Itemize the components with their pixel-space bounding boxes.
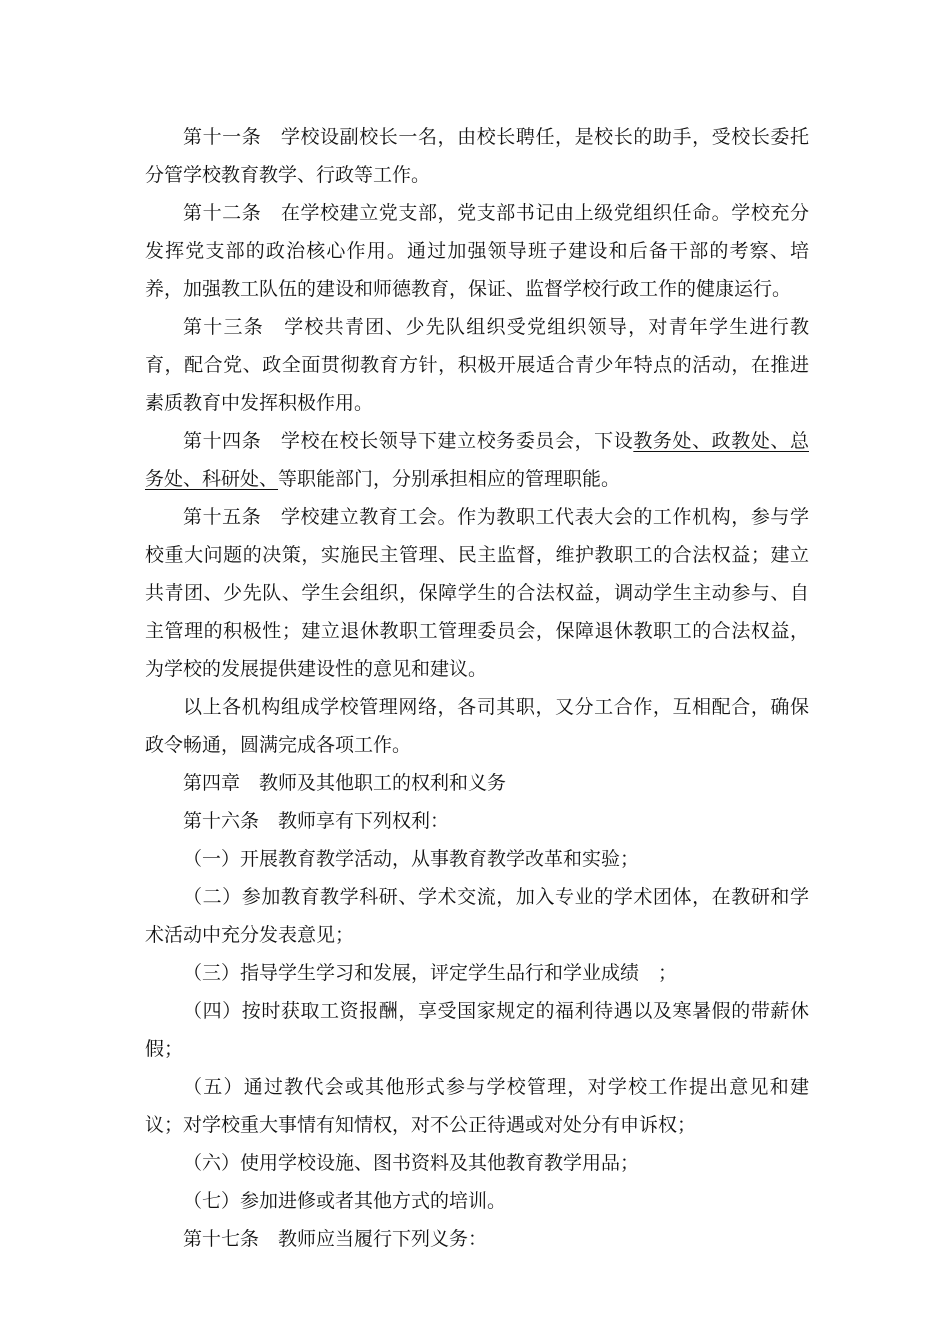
- article-17-paragraph: 第十七条 教师应当履行下列义务：: [183, 1228, 488, 1250]
- right-item-1: （一）开展教育教学活动，从事教育教学改革和实验；: [183, 848, 640, 870]
- right-item-4: （四）按时获取工资报酬，享受国家规定的福利待遇以及寒暑假的带薪休假；: [145, 1000, 809, 1060]
- right-item-7: （七）参加进修或者其他方式的培训。: [183, 1190, 507, 1212]
- article-11-paragraph: 第十一条 学校设副校长一名，由校长聘任，是校长的助手，受校长委托分管学校教育教学、行政等工作。: [145, 126, 809, 186]
- right-item-2: （二）参加教育教学科研、学术交流，加入专业的学术团体，在教研和学术活动中充分发表意见；: [145, 886, 809, 946]
- article-14-text-before: 第十四条 学校在校长领导下建立校务委员会，下设: [183, 430, 634, 452]
- article-12-paragraph: 第十二条 在学校建立党支部，党支部书记由上级党组织任命。学校充分发挥党支部的政治核心作用。通过加强领导班子建设和后备干部的考察、培养，加强教工队伍的建设和师德教育，保证、监督学校行政工作的健康运行。: [145, 202, 809, 300]
- article-14-paragraph: [145, 422, 809, 498]
- document-page: [145, 118, 809, 1258]
- article-16-paragraph: 第十六条 教师享有下列权利：: [183, 810, 450, 832]
- right-item-3: （三）指导学生学习和发展，评定学生品行和学业成绩 ；: [183, 962, 678, 984]
- right-item-5: （五）通过教代会或其他形式参与学校管理，对学校工作提出意见和建议；对学校重大事情有知情权，对不公正待遇或对处分有申诉权；: [145, 1076, 809, 1136]
- summary-paragraph: 以上各机构组成学校管理网络，各司其职，又分工合作，互相配合，确保政令畅通，圆满完成各项工作。: [145, 696, 809, 756]
- chapter-4-heading: 第四章 教师及其他职工的权利和义务: [183, 772, 507, 794]
- right-item-6: （六）使用学校设施、图书资料及其他教育教学用品；: [183, 1152, 640, 1174]
- article-14-underlined-departments: 教务处、政教处、总务处、科研处、: [145, 430, 809, 490]
- article-15-paragraph: 第十五条 学校建立教育工会。作为教职工代表大会的工作机构，参与学校重大问题的决策，实施民主管理、民主监督，维护教职工的合法权益；建立共青团、少先队、学生会组织，保障学生的合法权益，调动学生主动参与、自主管理的积极性；建立退休教职工管理委员会，保障退休教职工的合法权益，为学校的发展提供建设性的意见和建议。: [145, 506, 809, 680]
- article-13-paragraph: 第十三条 学校共青团、少先队组织受党组织领导，对青年学生进行教育，配合党、政全面贯彻教育方针，积极开展适合青少年特点的活动，在推进素质教育中发挥积极作用。: [145, 316, 809, 414]
- article-14-text-after: 等职能部门，分别承担相应的管理职能。: [278, 468, 621, 490]
